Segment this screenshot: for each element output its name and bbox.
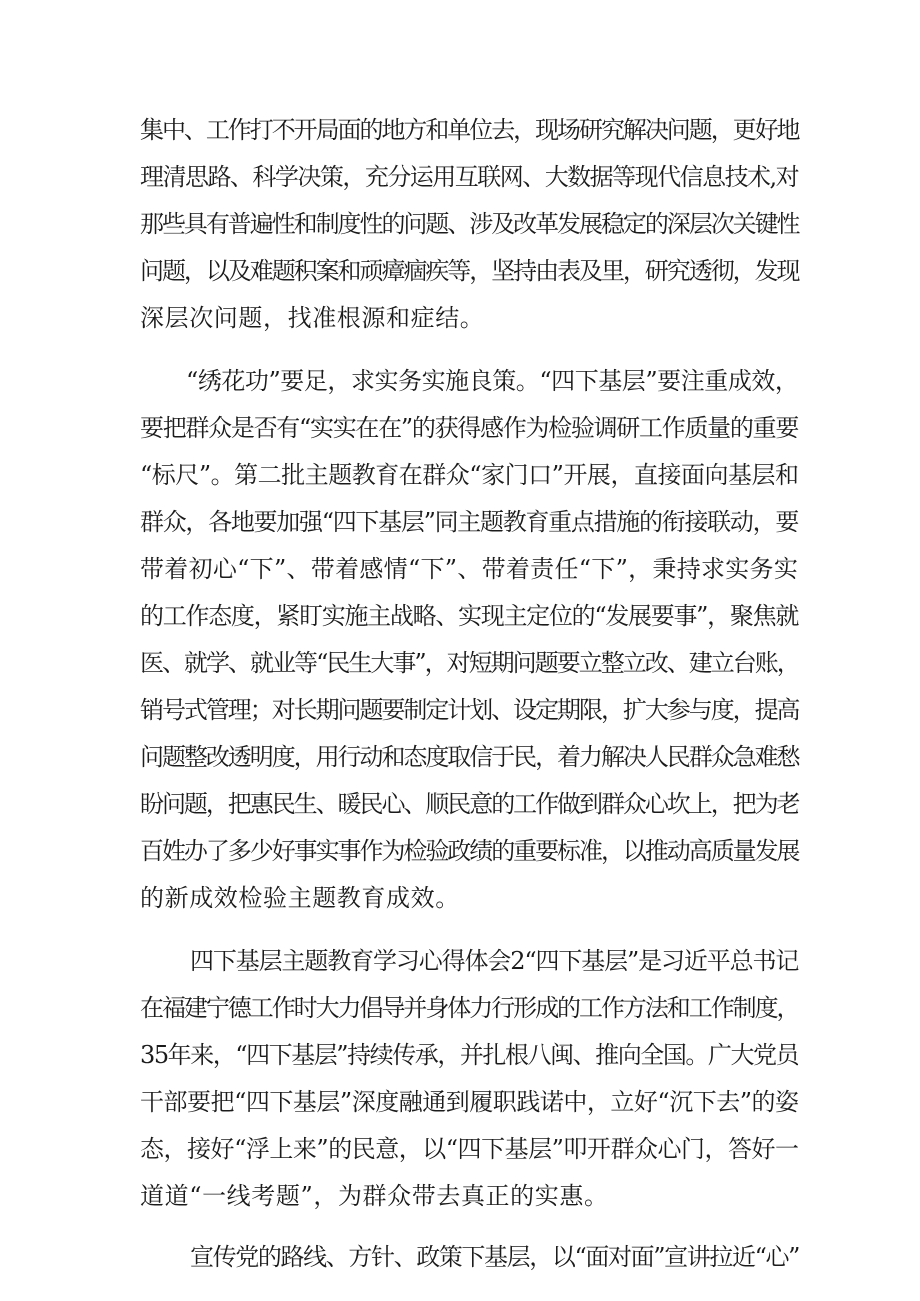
paragraph-3-line-3: 35年来，“四下基层”持续传承，并扎根八闽、推向全国。广大党员 xyxy=(140,1041,799,1069)
paragraph-1-line-3: 那些具有普遍性和制度性的问题、涉及改革发展稳定的深层次关键性 xyxy=(140,210,799,238)
paragraph-3-line-4: 干部要把“四下基层”深度融通到履职践诺中，立好“沉下去”的姿 xyxy=(140,1088,799,1116)
paragraph-2-line-8: 销号式管理；对长期问题要制定计划、设定期限，扩大参与度，提高 xyxy=(140,696,799,724)
paragraph-4-line-1: 宣传党的路线、方针、政策下基层，以“面对面”宣讲拉近“心” xyxy=(190,1243,800,1271)
paragraph-2-line-9: 问题整改透明度，用行动和态度取信于民，着力解决人民群众急难愁 xyxy=(140,743,799,771)
paragraph-1-line-4: 问题，以及难题积案和顽瘴痼疾等，坚持由表及里，研究透彻，发现 xyxy=(140,257,799,285)
paragraph-2-line-6: 的工作态度，紧盯实施主战略、实现主定位的“发展要事”，聚焦就 xyxy=(140,602,799,630)
paragraph-2-line-10: 盼问题，把惠民生、暖民心、顺民意的工作做到群众心坎上，把为老 xyxy=(140,790,799,818)
paragraph-2-line-12: 的新成效检验主题教育成效。 xyxy=(140,884,460,912)
paragraph-3-line-5: 态，接好“浮上来”的民意，以“四下基层”叩开群众心门，答好一 xyxy=(140,1135,799,1163)
paragraph-2-line-4: 群众，各地要加强“四下基层”同主题教育重点措施的衔接联动，要 xyxy=(140,508,799,536)
paragraph-3-line-1: 四下基层主题教育学习心得体会2“四下基层”是习近平总书记 xyxy=(190,947,799,975)
paragraph-1-line-5: 深层次问题，找准根源和症结。 xyxy=(140,304,485,332)
paragraph-2-line-7: 医、就学、就业等“民生大事”，对短期问题要立整立改、建立台账， xyxy=(140,649,799,677)
paragraph-1-line-1: 集中、工作打不开局面的地方和单位去，现场研究解决问题，更好地 xyxy=(140,116,799,144)
paragraph-2-line-1: “绣花功”要足，求实务实施良策。“四下基层”要注重成效， xyxy=(186,367,799,395)
paragraph-2-line-3: “标尺”。第二批主题教育在群众“家门口”开展，直接面向基层和 xyxy=(140,461,799,489)
paragraph-3-line-2: 在福建宁德工作时大力倡导并身体力行形成的工作方法和工作制度， xyxy=(140,994,799,1022)
paragraph-2-line-5: 带着初心“下”、带着感情“下”、带着责任“下”，秉持求实务实 xyxy=(140,555,799,583)
paragraph-3-line-6: 道道“一线考题”，为群众带去真正的实惠。 xyxy=(140,1182,609,1210)
paragraph-1-line-2: 理清思路、科学决策，充分运用互联网、大数据等现代信息技术,对 xyxy=(140,163,799,191)
paragraph-2-line-11: 百姓办了多少好事实事作为检验政绩的重要标准，以推动高质量发展 xyxy=(140,837,799,865)
paragraph-2-line-2: 要把群众是否有“实实在在”的获得感作为检验调研工作质量的重要 xyxy=(140,414,799,442)
